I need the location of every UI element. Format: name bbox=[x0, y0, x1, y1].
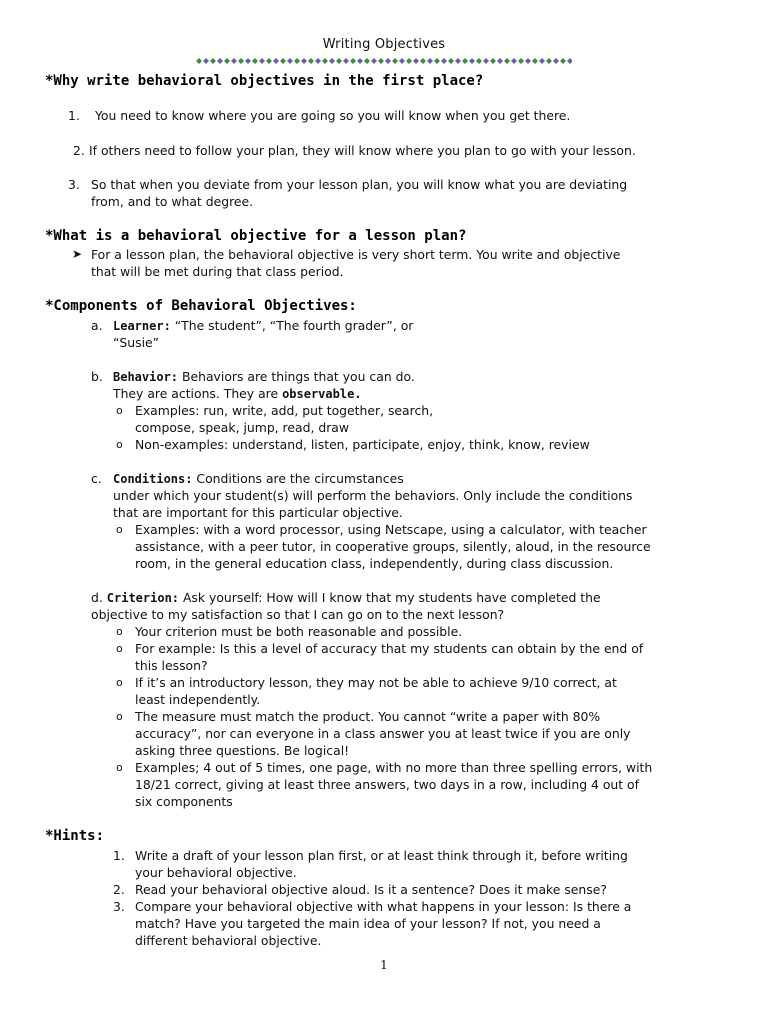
divider-diamond bbox=[378, 58, 384, 64]
sub-bullet-text: room, in the general education class, independently, during class discussion. bbox=[135, 556, 614, 571]
divider-diamond bbox=[364, 58, 370, 64]
divider-diamond bbox=[448, 58, 454, 64]
divider-diamond bbox=[322, 58, 328, 64]
divider-diamond bbox=[518, 58, 524, 64]
divider-diamond bbox=[245, 58, 251, 64]
divider-diamond bbox=[315, 58, 321, 64]
divider-diamond bbox=[560, 58, 566, 64]
list-marker: 3. bbox=[68, 177, 80, 192]
list-marker: 2. bbox=[73, 143, 85, 158]
learner-text: “The student”, “The fourth grader”, or bbox=[170, 318, 414, 333]
sub-bullet-text: this lesson? bbox=[135, 658, 208, 673]
circle-bullet-icon: o bbox=[116, 642, 123, 655]
circle-bullet-icon: o bbox=[116, 625, 123, 638]
sub-bullet-text: assistance, with a peer tutor, in cooperative groups, silently, aloud, in the resource bbox=[135, 539, 651, 554]
divider-diamond bbox=[273, 58, 279, 64]
list-marker: c. bbox=[91, 471, 102, 486]
list-marker: 1. bbox=[68, 108, 80, 123]
divider-diamond bbox=[406, 58, 412, 64]
circle-bullet-icon: o bbox=[116, 676, 123, 689]
divider-diamond bbox=[231, 58, 237, 64]
divider-diamond bbox=[217, 58, 223, 64]
divider-diamond bbox=[203, 58, 209, 64]
arrowhead-bullet-icon: ➤ bbox=[72, 247, 83, 261]
behavior-label: Behavior: bbox=[113, 370, 179, 384]
learner-line bbox=[113, 317, 413, 335]
list-item-text: So that when you deviate from your lesson plan, you will know what you are deviating bbox=[91, 177, 628, 192]
conditions-text-cont: under which your student(s) will perform the behaviors. Only include the conditions bbox=[113, 488, 633, 503]
divider-diamond bbox=[504, 58, 510, 64]
divider-diamond bbox=[196, 58, 202, 64]
divider-diamond bbox=[210, 58, 216, 64]
conditions-text: Conditions are the circumstances bbox=[192, 471, 404, 486]
bullet-text: For a lesson plan, the behavioral objective is very short term. You write and objective bbox=[91, 247, 621, 262]
divider-diamond bbox=[455, 58, 461, 64]
sub-bullet-text: The measure must match the product. You cannot “write a paper with 80% bbox=[135, 709, 601, 724]
divider-diamond bbox=[476, 58, 482, 64]
divider-diamond bbox=[483, 58, 489, 64]
behavior-line bbox=[113, 368, 415, 386]
criterion-line bbox=[91, 589, 601, 607]
sub-bullet-text: six components bbox=[135, 794, 233, 809]
conditions-text-cont: that are important for this particular objective. bbox=[113, 505, 403, 520]
criterion-label: Criterion: bbox=[106, 591, 180, 605]
divider-diamond bbox=[434, 58, 440, 64]
circle-bullet-icon: o bbox=[116, 761, 123, 774]
divider-diamond bbox=[399, 58, 405, 64]
section-heading-hints: *Hints: bbox=[45, 828, 105, 844]
circle-bullet-icon: o bbox=[116, 523, 123, 536]
divider-diamond bbox=[385, 58, 391, 64]
divider-diamond bbox=[420, 58, 426, 64]
list-item-text: You need to know where you are going so you will know when you get there. bbox=[95, 108, 571, 123]
behavior-line2 bbox=[113, 385, 362, 403]
conditions-line bbox=[113, 470, 404, 488]
divider-diamond bbox=[336, 58, 342, 64]
divider-diamond bbox=[357, 58, 363, 64]
divider-diamond bbox=[252, 58, 258, 64]
list-item-text: from, and to what degree. bbox=[91, 194, 254, 209]
divider-diamond bbox=[427, 58, 433, 64]
divider-diamond bbox=[532, 58, 538, 64]
divider-diamond bbox=[490, 58, 496, 64]
list-marker: a. bbox=[91, 318, 103, 333]
divider-diamond bbox=[266, 58, 272, 64]
circle-bullet-icon: o bbox=[116, 438, 123, 451]
divider-diamond bbox=[539, 58, 545, 64]
page-title: Writing Objectives bbox=[322, 37, 446, 52]
section-heading-why: *Why write behavioral objectives in the first place? bbox=[45, 73, 484, 89]
sub-bullet-text: least independently. bbox=[135, 692, 261, 707]
divider-diamond bbox=[371, 58, 377, 64]
divider-diamond bbox=[308, 58, 314, 64]
divider-diamond bbox=[511, 58, 517, 64]
list-item-text: If others need to follow your plan, they will know where you plan to go with your lesson. bbox=[89, 143, 636, 158]
divider-diamond bbox=[287, 58, 293, 64]
behavior-text-cont: They are actions. They are bbox=[113, 386, 283, 401]
sub-bullet-text: asking three questions. Be logical! bbox=[135, 743, 350, 758]
learner-label: Learner: bbox=[113, 319, 171, 333]
list-item-text: match? Have you targeted the main idea of your lesson? If not, you need a bbox=[135, 916, 601, 931]
list-marker: d. bbox=[91, 590, 103, 605]
sub-bullet-text: Non-examples: understand, listen, participate, enjoy, think, know, review bbox=[135, 437, 590, 452]
learner-text-cont: “Susie” bbox=[113, 335, 160, 350]
divider-diamond bbox=[567, 58, 572, 64]
divider-diamond bbox=[392, 58, 398, 64]
list-item-text: Write a draft of your lesson plan first, or at least think through it, before writing bbox=[135, 848, 628, 863]
section-heading-components: *Components of Behavioral Objectives: bbox=[45, 298, 357, 314]
list-item-text: different behavioral objective. bbox=[135, 933, 322, 948]
sub-bullet-text: Examples: with a word processor, using Netscape, using a calculator, with teacher bbox=[135, 522, 647, 537]
sub-bullet-text: 18/21 correct, giving at least three answers, two days in a row, including 4 out of bbox=[135, 777, 639, 792]
sub-bullet-text: compose, speak, jump, read, draw bbox=[135, 420, 350, 435]
divider-diamond bbox=[497, 58, 503, 64]
divider-diamond bbox=[343, 58, 349, 64]
divider-diamond bbox=[553, 58, 559, 64]
divider-diamond bbox=[294, 58, 300, 64]
divider-diamond bbox=[546, 58, 552, 64]
divider-diamond bbox=[525, 58, 531, 64]
criterion-text: Ask yourself: How will I know that my students have completed the bbox=[179, 590, 601, 605]
diamond-border-divider bbox=[196, 58, 572, 64]
list-item-text: your behavioral objective. bbox=[135, 865, 297, 880]
sub-bullet-text: Examples: run, write, add, put together, search, bbox=[135, 403, 434, 418]
bullet-text: that will be met during that class period. bbox=[91, 264, 344, 279]
list-item-text: Read your behavioral objective aloud. Is it a sentence? Does it make sense? bbox=[135, 882, 607, 897]
divider-diamond bbox=[238, 58, 244, 64]
divider-diamond bbox=[350, 58, 356, 64]
divider-diamond bbox=[280, 58, 286, 64]
page-number: 1 bbox=[380, 958, 388, 972]
divider-diamond bbox=[301, 58, 307, 64]
sub-bullet-text: For example: Is this a level of accuracy that my students can obtain by the end of bbox=[135, 641, 644, 656]
divider-diamond bbox=[413, 58, 419, 64]
divider-diamond bbox=[259, 58, 265, 64]
divider-diamond bbox=[469, 58, 475, 64]
list-item-text: Compare your behavioral objective with what happens in your lesson: Is there a bbox=[135, 899, 632, 914]
sub-bullet-text: Your criterion must be both reasonable and possible. bbox=[135, 624, 463, 639]
list-marker: 2. bbox=[113, 882, 125, 897]
sub-bullet-text: accuracy”, nor can everyone in a class answer you at least twice if you are only bbox=[135, 726, 631, 741]
divider-diamond bbox=[329, 58, 335, 64]
criterion-text-cont: objective to my satisfaction so that I can go on to the next lesson? bbox=[91, 607, 505, 622]
sub-bullet-text: If it’s an introductory lesson, they may not be able to achieve 9/10 correct, at bbox=[135, 675, 617, 690]
sub-bullet-text: Examples; 4 out of 5 times, one page, with no more than three spelling errors, with bbox=[135, 760, 653, 775]
section-heading-what: *What is a behavioral objective for a lesson plan? bbox=[45, 228, 467, 244]
divider-diamond bbox=[462, 58, 468, 64]
list-marker: 1. bbox=[113, 848, 125, 863]
observable-emphasis: observable. bbox=[282, 387, 362, 401]
circle-bullet-icon: o bbox=[116, 710, 123, 723]
list-marker: 3. bbox=[113, 899, 125, 914]
list-marker: b. bbox=[91, 369, 103, 384]
conditions-label: Conditions: bbox=[113, 472, 193, 486]
divider-diamond bbox=[224, 58, 230, 64]
behavior-text: Behaviors are things that you can do. bbox=[178, 369, 415, 384]
circle-bullet-icon: o bbox=[116, 404, 123, 417]
divider-diamond bbox=[441, 58, 447, 64]
